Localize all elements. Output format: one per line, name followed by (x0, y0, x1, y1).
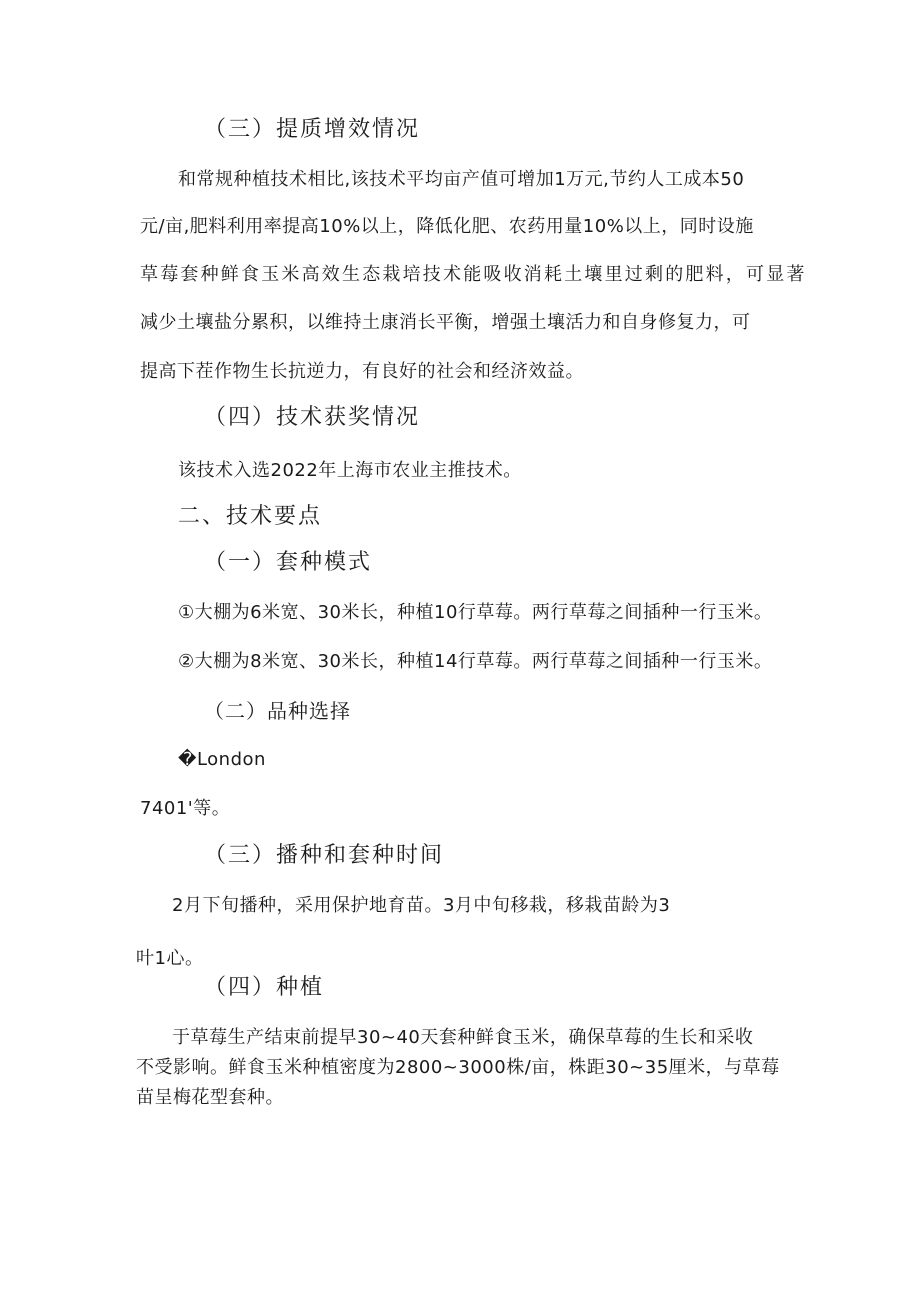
section-heading-key-points: 二、技术要点 (178, 504, 323, 529)
paragraph-line: 减少土壤盐分累积，以维持土康消长平衡，增强土壤活力和自身修复力，可 (140, 312, 751, 333)
subsection-heading-sowing-time: （三）播种和套种时间 (204, 843, 445, 868)
list-item: ①大棚为6米宽、30米长，种植10行草莓。两行草莓之间插种一行玉米。 (178, 602, 773, 623)
paragraph-line: 元/亩,肥料利用率提高10%以上，降低化肥、农药用量10%以上，同时设施 (140, 216, 754, 237)
paragraph-line: 和常规种植技术相比,该技术平均亩产值可增加1万元,节约人工成本50 (178, 169, 745, 190)
subsection-heading-planting: （四）种植 (204, 975, 325, 1000)
list-item: ②大棚为8米宽、30米长，种植14行草莓。两行草莓之间插种一行玉米。 (178, 651, 773, 672)
paragraph-line: 7401'等。 (140, 798, 231, 819)
paragraph-line: 不受影响。鲜食玉米种植密度为2800~3000株/亩，株距30~35厘米，与草莓 (136, 1057, 780, 1078)
section-heading-quality-efficiency: （三）提质增效情况 (204, 117, 421, 142)
subsection-heading-variety-selection: （二）品种选择 (204, 699, 351, 723)
paragraph-line: 草莓套种鲜食玉米高效生态栽培技术能吸收消耗土壤里过剩的肥料，可显著 (140, 264, 807, 285)
section-heading-awards: （四）技术获奖情况 (204, 405, 421, 430)
paragraph-line: 提高下茬作物生长抗逆力，有良好的社会和经济效益。 (140, 361, 584, 382)
paragraph-line: 于草莓生产结束前提早30~40天套种鲜食玉米，确保草莓的生长和采收 (172, 1027, 754, 1048)
paragraph-line: 苗呈梅花型套种。 (136, 1087, 284, 1108)
paragraph-line: 叶1心。 (136, 948, 204, 969)
paragraph-line: 该技术入选2022年上海市农业主推技术。 (178, 460, 522, 481)
paragraph-line: �London (178, 749, 266, 770)
paragraph-line: 2月下旬播种，采用保护地育苗。3月中旬移栽，移栽苗龄为3 (172, 895, 671, 916)
subsection-heading-intercropping-mode: （一）套种模式 (204, 550, 373, 575)
